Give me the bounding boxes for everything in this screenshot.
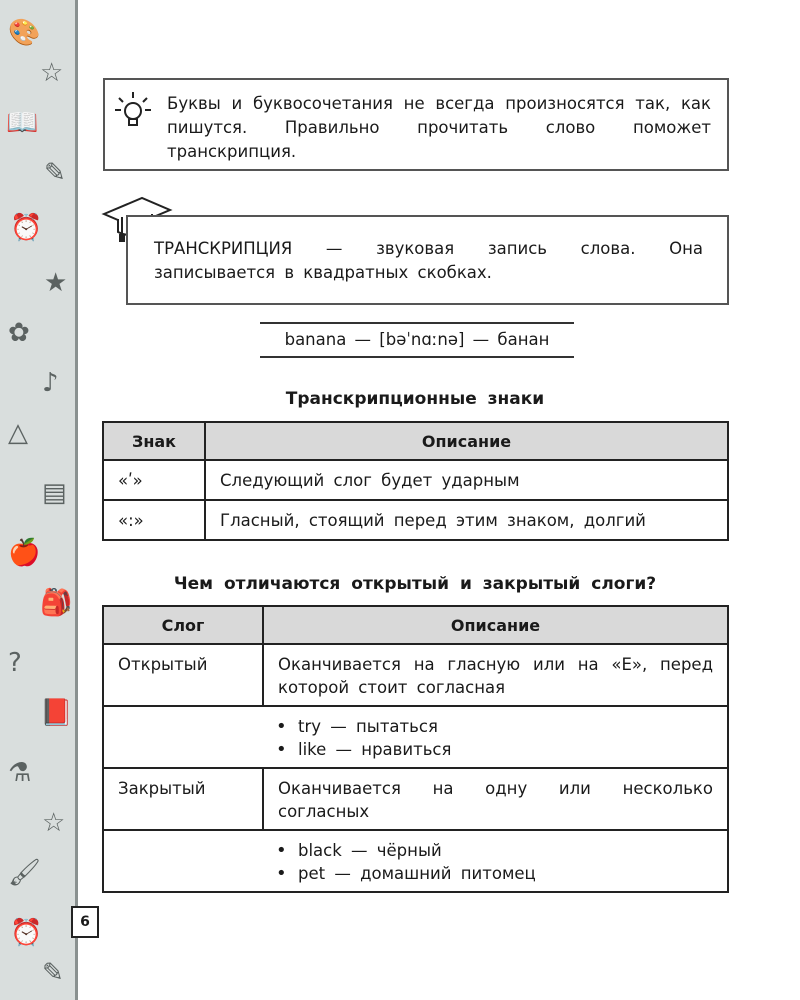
lightbulb-icon — [113, 90, 153, 130]
table-row — [103, 644, 728, 706]
syllables-table — [102, 605, 729, 893]
star-icon: ☆ — [40, 58, 64, 88]
examples-list — [118, 839, 713, 885]
signs-table — [102, 421, 729, 541]
description-cell: Гласный, стоящий перед этим знаком, долгий — [205, 500, 728, 540]
description-cell: Оканчивается на одну или несколько согласных — [263, 768, 728, 830]
column-header: Описание — [205, 422, 728, 460]
transcription-example: banana — [bəˈnɑːnə] — банан — [260, 322, 574, 358]
paint-brush-icon: 🖌 — [8, 858, 42, 888]
definition-text: ТРАНСКРИПЦИЯ — звуковая запись слова. Она записывается в квадратных скобках. — [154, 239, 703, 282]
examples-list — [118, 715, 713, 761]
definition-box — [126, 215, 729, 305]
flask-icon: ⚗ — [8, 758, 32, 788]
pencil-icon: ✎ — [42, 958, 64, 988]
note-icon: ♪ — [42, 368, 59, 398]
list-item: • pet — домашний питомец — [298, 862, 713, 885]
paint-palette-icon: 🎨 — [8, 18, 41, 48]
syllables-heading: Чем отличаются открытый и закрытый слоги? — [173, 574, 657, 594]
description-cell: Следующий слог будет ударным — [205, 460, 728, 500]
clock-icon: ⏰ — [10, 213, 43, 243]
flower-icon: ✿ — [8, 318, 30, 348]
column-header: Описание — [263, 606, 728, 644]
info-text: Буквы и буквосочетания не всегда произносятся так, как пишутся. Правильно прочитать слово поможет транскрипция. — [167, 94, 711, 161]
syllable-type-cell: Закрытый — [103, 768, 263, 830]
sign-cell: «:» — [103, 500, 205, 540]
star-icon: ★ — [44, 268, 68, 298]
signs-heading: Транскрипционные знаки — [285, 389, 545, 409]
table-header-row — [103, 422, 728, 460]
syllable-type-cell: Открытый — [103, 644, 263, 706]
info-box — [103, 78, 729, 171]
examples-cell — [103, 706, 728, 768]
column-header: Знак — [103, 422, 205, 460]
question-mark-icon: ? — [8, 648, 22, 678]
decorative-side-strip — [0, 0, 78, 1000]
list-item: • like — нравиться — [298, 738, 713, 761]
sign-cell: «ʹ» — [103, 460, 205, 500]
table-row — [103, 768, 728, 830]
clock-icon: ⏰ — [10, 918, 43, 948]
table-row — [103, 460, 728, 500]
book-icon: 📖 — [6, 108, 39, 138]
table-row — [103, 830, 728, 892]
star-icon: ☆ — [42, 808, 66, 838]
triangle-ruler-icon: △ — [8, 418, 28, 448]
list-item: • black — чёрный — [298, 839, 713, 862]
column-header: Слог — [103, 606, 263, 644]
description-cell: Оканчивается на гласную или на «Е», перед которой стоит согласная — [263, 644, 728, 706]
table-header-row — [103, 606, 728, 644]
pencil-icon: ✎ — [44, 158, 66, 188]
list-item: • try — пытаться — [298, 715, 713, 738]
apple-icon: 🍎 — [8, 538, 41, 568]
page-number: 6 — [71, 906, 99, 938]
table-row — [103, 500, 728, 540]
notebook-icon: ▤ — [42, 478, 67, 508]
examples-cell — [103, 830, 728, 892]
book-icon: 📕 — [40, 698, 73, 728]
table-row — [103, 706, 728, 768]
backpack-icon: 🎒 — [40, 588, 73, 618]
